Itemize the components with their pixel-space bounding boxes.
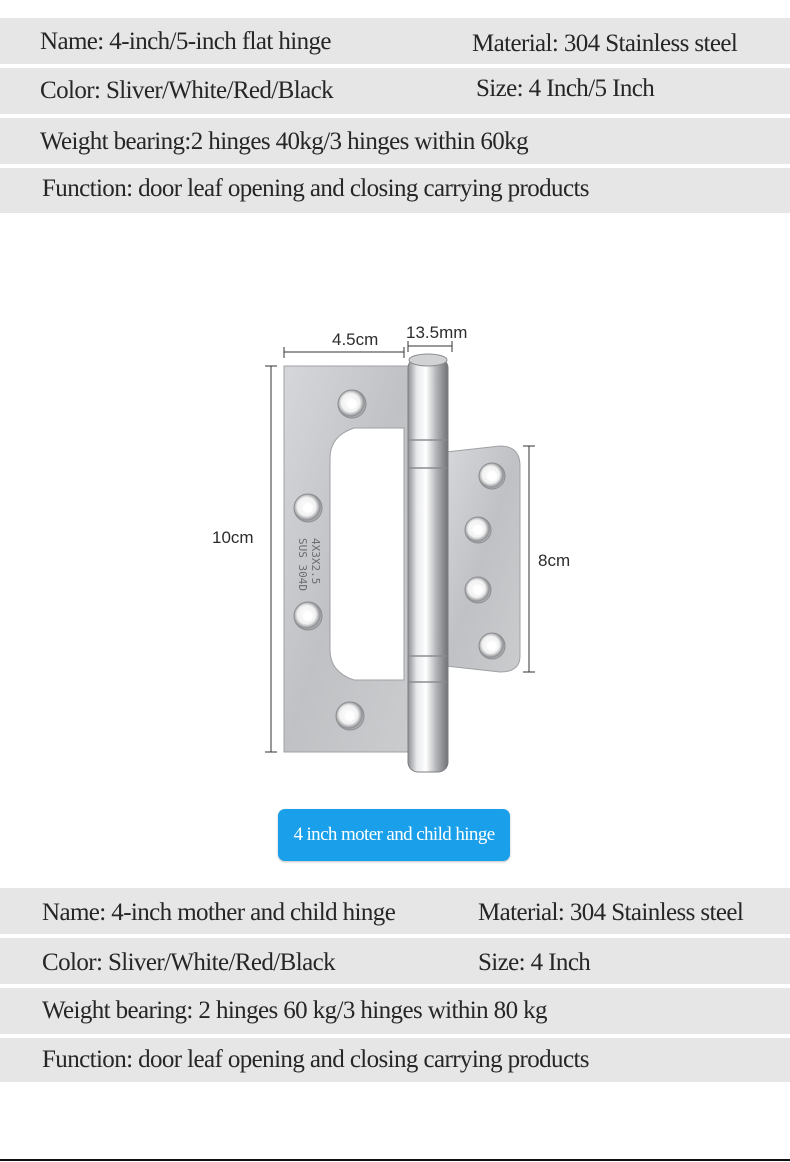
stamp-marking [296, 538, 322, 591]
dimension-width-label: 4.5cm [332, 330, 379, 349]
dimension-pin-label: 13.5mm [406, 323, 468, 342]
bottom-spec-size: Size: 4 Inch [478, 949, 591, 976]
barrel-top-cap [409, 354, 447, 366]
spec-weight: Weight bearing:2 hinges 40kg/3 hinges within 60kg [40, 128, 528, 155]
spec-function: Function: door leaf opening and closing carrying products [42, 175, 589, 202]
screw-hole [294, 602, 322, 630]
bottom-divider [0, 1159, 790, 1161]
screw-hole [294, 494, 322, 522]
spec-color: Color: Sliver/White/Red/Black [40, 77, 333, 104]
hinge-diagram [0, 300, 790, 780]
stamp-line-1: 4X3X2.5 [309, 538, 322, 585]
spec-size: Size: 4 Inch/5 Inch [476, 75, 655, 102]
dimension-height-label: 10cm [212, 528, 254, 547]
spec-name: Name: 4-inch/5-inch flat hinge [40, 28, 331, 55]
bottom-spec-function: Function: door leaf opening and closing carrying products [42, 1046, 589, 1073]
bottom-spec-weight: Weight bearing: 2 hinges 60 kg/3 hinges within 80 kg [42, 997, 547, 1024]
hinge-barrel [408, 358, 448, 772]
bottom-spec-material: Material: 304 Stainless steel [478, 899, 744, 926]
screw-hole [465, 577, 491, 603]
dimension-height [265, 366, 277, 752]
screw-hole [336, 702, 364, 730]
spec-material: Material: 304 Stainless steel [472, 30, 738, 57]
bottom-spec-color: Color: Sliver/White/Red/Black [42, 949, 335, 976]
screw-hole [465, 517, 491, 543]
dimension-pin [408, 341, 452, 352]
screw-hole [338, 390, 366, 418]
stamp-line-2: SUS 304D [296, 538, 309, 591]
product-caption-button[interactable]: 4 inch moter and child hinge [278, 809, 510, 861]
hinge-illustration [0, 300, 790, 780]
screw-hole [479, 463, 505, 489]
dimension-leaf-height-label: 8cm [538, 551, 571, 570]
dimension-leaf-height [523, 446, 535, 672]
screw-hole [479, 633, 505, 659]
bottom-spec-name: Name: 4-inch mother and child hinge [42, 899, 396, 926]
